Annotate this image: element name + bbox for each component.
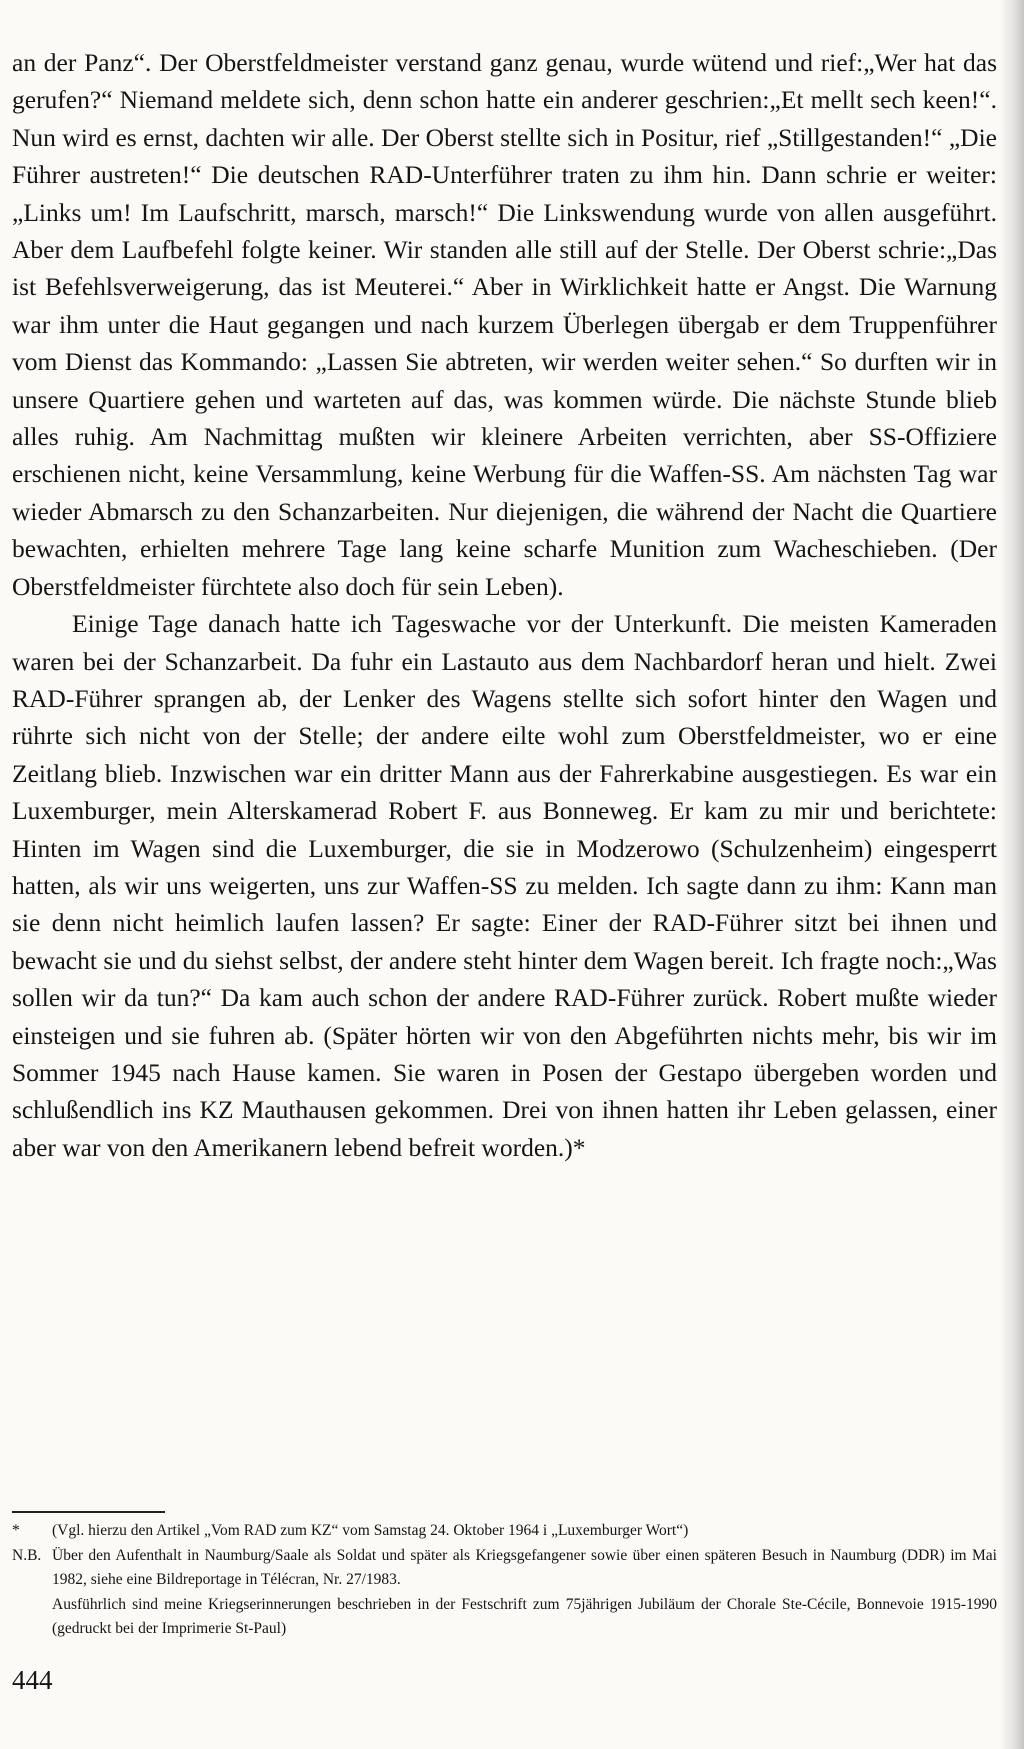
footnote-2-marker: N.B. (12, 1546, 42, 1564)
footnote-1-marker: * (12, 1522, 20, 1539)
footnote-2 (12, 1544, 997, 1593)
footnotes (12, 1519, 997, 1642)
footnote-1 (12, 1519, 997, 1544)
footnote-separator (12, 1511, 165, 1513)
footnote-2-text: Über den Aufenthalt in Naumburg/Saale als Soldat und später als Kriegsgefangener sowie über einen späteren Besuch in Naumburg (DDR) im Mai 1982, siehe eine Bildreportage in Télécran, Nr. 27/1983. (52, 1546, 997, 1588)
footnote-3-text: Ausführlich sind meine Kriegserinnerungen beschrieben in der Festschrift zum 75jährigen Jubiläum der Chorale Ste-Cécile, Bonnevoie 1915-1990 (gedruckt bei der Imprimerie St-Paul) (52, 1595, 997, 1637)
main-text (12, 44, 997, 1166)
paragraph-1: an der Panz“. Der Oberstfeldmeister verstand ganz genau, wurde wütend und rief:„Wer hat das gerufen?“ Niemand meldete sich, denn schon hatte ein anderer geschrien:„Et mellt sech keen!“. Nun wird es ernst, dachten wir alle. Der Oberst stellte sich in Positur, rief „Stillgestanden!“ „Die Führer austreten!“ Die deutschen RAD-Unterführer traten zu ihm hin. Dann schrie er weiter:„Links um! Im Laufschritt, marsch, marsch!“ Die Linkswendung wurde von allen ausgeführt. Aber dem Laufbefehl folgte keiner. Wir standen alle still auf der Stelle. Der Oberst schrie:„Das ist Befehlsverweigerung, das ist Meuterei.“ Aber in Wirklichkeit hatte er Angst. Die Warnung war ihm unter die Haut gegangen und nach kurzem Überlegen übergab er dem Truppenführer vom Dienst das Kommando: „Lassen Sie abtreten, wir werden weiter sehen.“ So durften wir in unsere Quartiere gehen und warteten auf das, was kommen würde. Die nächste Stunde blieb alles ruhig. Am Nachmittag mußten wir kleinere Arbeiten verrichten, aber SS-Offiziere erschienen nicht, keine Versammlung, keine Werbung für die Waffen-SS. Am nächsten Tag war wieder Abmarsch zu den Schanzarbeiten. Nur diejenigen, die während der Nacht die Quartiere bewachten, erhielten mehrere Tage lang keine scharfe Munition zum Wacheschieben. (Der Oberstfeldmeister fürchtete also doch für sein Leben). (12, 48, 997, 601)
page-gutter-shadow (1000, 0, 1024, 1749)
page-number: 444 (12, 1665, 53, 1695)
paragraph-2: Einige Tage danach hatte ich Tageswache vor der Unterkunft. Die meisten Kameraden waren bei der Schanzarbeit. Da fuhr ein Lastauto aus dem Nachbardorf heran und hielt. Zwei RAD-Führer sprangen ab, der Lenker des Wagens stellte sich sofort hinter den Wagen und rührte sich nicht von der Stelle; der andere eilte wohl zum Oberstfeldmeister, wo er eine Zeitlang blieb. Inzwischen war ein dritter Mann aus der Fahrerkabine ausgestiegen. Es war ein Luxemburger, mein Alterskamerad Robert F. aus Bonneweg. Er kam zu mir und berichtete: Hinten im Wagen sind die Luxemburger, die sie in Modzerowo (Schulzenheim) eingesperrt hatten, als wir uns weigerten, uns zur Waffen-SS zu melden. Ich sagte dann zu ihm: Kann man sie denn nicht heimlich laufen lassen? Er sagte: Einer der RAD-Führer sitzt bei ihnen und bewacht sie und du siehst selbst, der andere steht hinter dem Wagen bereit. Ich fragte noch:„Was sollen wir da tun?“ Da kam auch schon der andere RAD-Führer zurück. Robert mußte wieder einsteigen und sie fuhren ab. (Später hörten wir von den Abgeführten nichts mehr, bis wir im Sommer 1945 nach Hause kamen. Sie waren in Posen der Gestapo übergeben worden und schlußendlich ins KZ Mauthausen gekommen. Drei von ihnen hatten ihr Leben gelassen, einer aber war von den Amerikanern lebend befreit worden.)* (12, 609, 997, 1162)
footnote-1-text: (Vgl. hierzu den Artikel „Vom RAD zum KZ“ vom Samstag 24. Oktober 1964 i „Luxemburger Wort“) (52, 1522, 689, 1539)
